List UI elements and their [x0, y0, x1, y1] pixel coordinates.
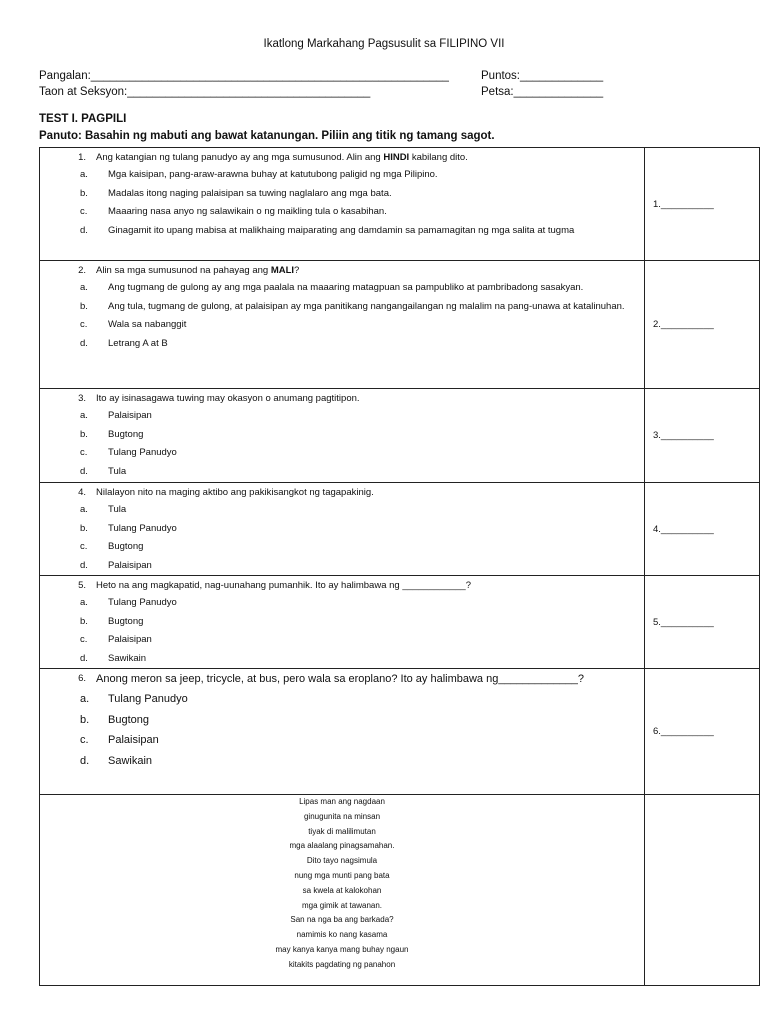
option-text: Ginagamit ito upang mabisa at malikhaing maiparating ang damdamin sa pamamagitan ng mga salita at tugma [108, 224, 575, 236]
option-item[interactable] [40, 222, 644, 241]
option-letter: c. [80, 541, 88, 552]
answer-cell [645, 576, 760, 669]
answer-blank-5[interactable]: 5.__________ [653, 616, 714, 628]
question-stem [40, 483, 644, 501]
option-letter: a. [80, 410, 88, 421]
option-text: Tula [108, 504, 127, 515]
stem-text: Heto na ang magkapatid, nag-uunahang pumanhik. Ito ay halimbawa ng ____________? [96, 580, 472, 591]
option-item[interactable] [40, 166, 644, 185]
date-field[interactable]: Petsa:______________ [481, 86, 604, 98]
question-cell [40, 483, 645, 576]
question-stem [40, 576, 644, 594]
answer-cell [645, 483, 760, 576]
option-letter: d. [80, 337, 88, 349]
option-item[interactable] [40, 203, 644, 222]
question-cell [40, 669, 645, 795]
question-row-6 [40, 669, 760, 795]
question-stem [40, 389, 644, 407]
question-stem [40, 261, 644, 279]
option-text: Tulang Panudyo [108, 447, 177, 458]
option-text: Palaisipan [108, 734, 159, 746]
option-letter: b. [80, 300, 88, 312]
question-row-1 [40, 148, 760, 261]
option-item[interactable] [40, 613, 644, 632]
option-text: Tulang Panudyo [108, 597, 177, 608]
option-letter: b. [80, 615, 88, 627]
option-text: Palaisipan [108, 410, 152, 421]
option-item[interactable] [40, 426, 644, 445]
option-text: Bugtong [108, 615, 144, 627]
answer-cell [645, 261, 760, 389]
option-text: Sawikain [108, 754, 153, 767]
stem-text: Ito ay isinasagawa tuwing may okasyon o anumang pagtitipon. [96, 393, 360, 404]
option-text: Tula [108, 465, 127, 477]
option-item[interactable] [40, 650, 644, 669]
option-letter: c. [80, 319, 88, 330]
poem-line: namimis ko nang kasama [296, 930, 388, 940]
question-cell [40, 261, 645, 389]
poem-line: sa kwela at kalokohan [302, 885, 382, 895]
option-item[interactable] [40, 316, 644, 335]
score-field[interactable]: Puntos:_____________ [481, 70, 604, 82]
option-letter: c. [80, 447, 88, 458]
name-field[interactable]: Pangalan:________________________________________________________ [39, 70, 449, 82]
option-text: Ang tula, tugmang de gulong, at palaisipan ay mga panitikang nangangailangan ng malalim na pang-unawa at katalinuhan. [108, 300, 625, 312]
option-letter: c. [80, 634, 88, 645]
question-number: 2. [78, 265, 86, 276]
question-number: 4. [78, 487, 86, 498]
test-heading: TEST I. PAGPILI [39, 113, 127, 125]
poem-line: mga alaalang pinagsamahan. [289, 841, 395, 851]
option-letter: b. [80, 713, 90, 726]
question-stem [40, 669, 644, 689]
option-letter: c. [80, 734, 89, 746]
option-text: Tulang Panudyo [108, 693, 188, 705]
option-text: Ang tugmang de gulong ay ang mga paalala na maaaring matagpuan sa pampubliko at pambribadong sasakyan. [108, 282, 584, 293]
stem-text: Anong meron sa jeep, tricycle, at bus, pero wala sa eroplano? Ito ay halimbawa ng_____________? [96, 673, 584, 685]
option-item[interactable] [40, 710, 644, 731]
poem-line: ginugunita na minsan [303, 811, 381, 821]
document-title: Ikatlong Markahang Pagsusulit sa FILIPINO VII [263, 38, 505, 50]
stem-text-end: ? [294, 265, 300, 276]
option-letter: b. [80, 428, 88, 440]
poem-line: mga gimik at tawanan. [301, 900, 383, 910]
question-row-5 [40, 576, 760, 669]
option-letter: a. [80, 282, 88, 293]
question-number: 1. [78, 152, 86, 163]
answer-cell-empty [645, 795, 760, 986]
option-text: Sawikain [108, 652, 147, 664]
stem-text-end: kabilang dito. [409, 152, 468, 163]
option-letter: d. [80, 465, 88, 477]
option-item[interactable] [40, 730, 644, 751]
poem-line: San na nga ba ang barkada? [290, 915, 394, 925]
option-letter: c. [80, 206, 88, 217]
poem-line: nung mga munti pang bata [294, 870, 390, 880]
question-row-2 [40, 261, 760, 389]
question-stem [40, 148, 644, 166]
option-item[interactable] [40, 751, 644, 772]
option-text: Tulang Panudyo [108, 522, 177, 534]
option-item[interactable] [40, 298, 644, 317]
option-text: Palaisipan [108, 634, 152, 645]
option-item[interactable] [40, 520, 644, 539]
option-letter: d. [80, 224, 88, 236]
option-letter: a. [80, 597, 88, 608]
option-text: Bugtong [108, 713, 149, 726]
section-field[interactable]: Taon at Seksyon:______________________________________ [39, 86, 371, 98]
option-letter: d. [80, 559, 88, 571]
poem-line: tiyak di malilimutan [308, 826, 376, 836]
stem-emphasis: HINDI [383, 152, 410, 163]
option-item[interactable] [40, 689, 644, 710]
question-number: 5. [78, 580, 86, 591]
question-number: 3. [78, 393, 86, 404]
option-letter: a. [80, 169, 88, 180]
answer-cell [645, 389, 760, 483]
poem-line: Dito tayo nagsimula [306, 856, 378, 866]
option-item[interactable] [40, 335, 644, 354]
answer-cell [645, 669, 760, 795]
option-letter: d. [80, 652, 88, 664]
answer-blank-2[interactable]: 2.__________ [653, 319, 714, 330]
poem-line: kitakits pagdating ng panahon [288, 959, 396, 969]
poem-line: may kanya kanya mang buhay ngaun [275, 944, 409, 954]
stem-text: Ang katangian ng tulang panudyo ay ang mga sumusunod. Alin ang [96, 152, 384, 163]
answer-blank-4[interactable]: 4.__________ [653, 523, 714, 535]
poem-line: Lipas man ang nagdaan [299, 797, 385, 806]
option-letter: a. [80, 504, 88, 515]
option-item[interactable] [40, 444, 644, 463]
option-letter: b. [80, 187, 88, 199]
option-item[interactable] [40, 538, 644, 557]
answer-cell [645, 148, 760, 261]
answer-blank-1[interactable]: 1.__________ [653, 198, 714, 210]
option-text: Madalas itong naging palaisipan sa tuwing naglalaro ang mga bata. [108, 187, 392, 199]
option-text: Palaisipan [108, 559, 152, 571]
option-item[interactable] [40, 557, 644, 576]
answer-blank-6[interactable]: 6.__________ [653, 726, 714, 737]
question-cell [40, 148, 645, 261]
stem-emphasis: MALI [270, 265, 295, 276]
option-item[interactable] [40, 185, 644, 204]
option-item[interactable] [40, 631, 644, 650]
answer-blank-3[interactable]: 3.__________ [653, 430, 714, 441]
option-letter: b. [80, 522, 88, 534]
question-number: 6. [78, 673, 86, 684]
questions-table [39, 147, 760, 986]
stem-text: Alin sa mga sumusunod na pahayag ang [96, 265, 271, 276]
option-item[interactable] [40, 594, 644, 613]
question-cell [40, 389, 645, 483]
option-item[interactable] [40, 463, 644, 482]
question-cell [40, 576, 645, 669]
option-text: Bugtong [108, 541, 144, 552]
option-letter: a. [80, 693, 90, 705]
option-letter: d. [80, 754, 90, 767]
option-text: Mga kaisipan, pang-araw-arawna buhay at katutubong paligid ng mga Pilipino. [108, 169, 438, 180]
stem-text: Nilalayon nito na maging aktibo ang pakikisangkot ng tagapakinig. [96, 487, 374, 498]
option-item[interactable] [40, 407, 644, 426]
option-item[interactable] [40, 501, 644, 520]
option-item[interactable] [40, 279, 644, 298]
option-text: Bugtong [108, 428, 144, 440]
option-text: Letrang A at B [108, 337, 168, 349]
poem-row [40, 795, 760, 986]
question-row-4 [40, 483, 760, 576]
option-text: Maaaring nasa anyo ng salawikain o ng maikling tula o kasabihan. [108, 206, 387, 217]
directions-text: Panuto: Basahin ng mabuti ang bawat katanungan. Piliin ang titik ng tamang sagot. [39, 130, 495, 142]
poem-text [40, 795, 644, 985]
poem-cell [40, 795, 645, 986]
option-text: Wala sa nabanggit [108, 319, 187, 330]
question-row-3 [40, 389, 760, 483]
